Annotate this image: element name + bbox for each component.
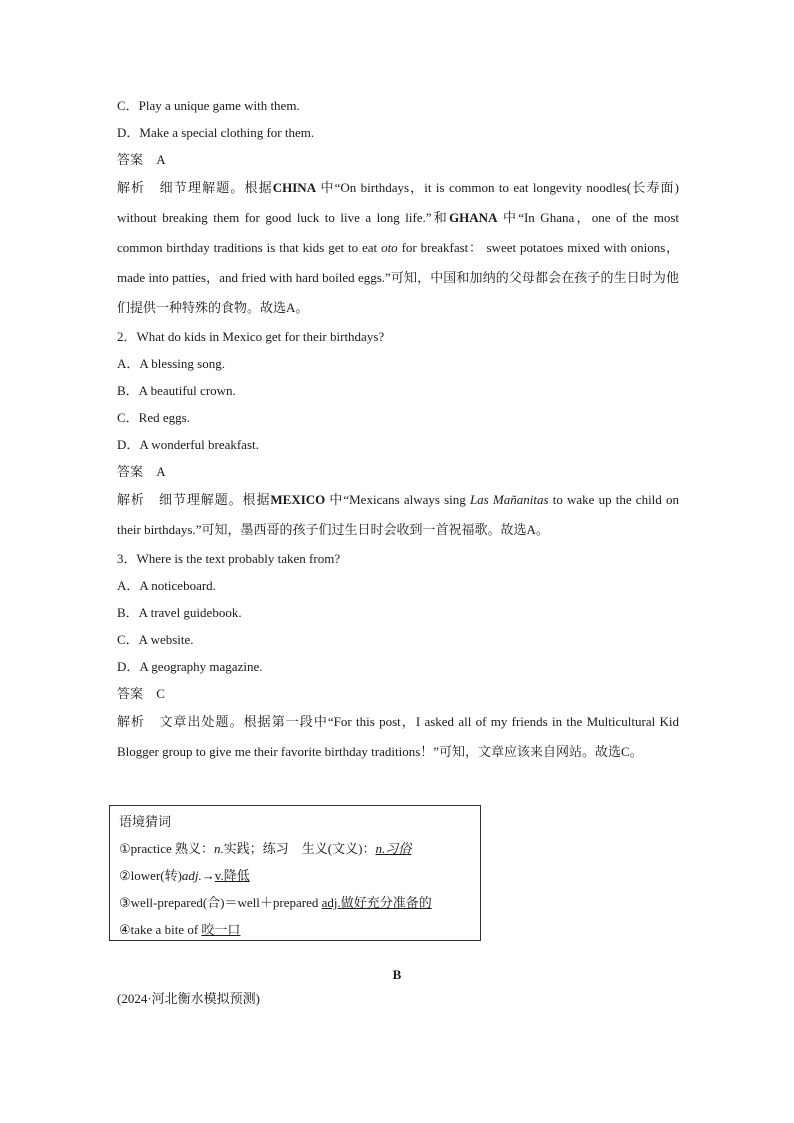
q3-option-a: A．A noticeboard. <box>117 578 216 593</box>
q2-question: 2．What do kids in Mexico get for their birthdays? <box>117 329 385 344</box>
q3-question: 3．Where is the text probably taken from? <box>117 551 341 566</box>
section-heading: B <box>392 967 402 982</box>
q3-explanation: 解析 文章出处题。根据第一段中“For this post，I asked all of my friends in the Multicultural Kid Blogger group to give me their favorite birthday traditions！”可知，文章应该来自网站。故选C。 <box>117 714 679 759</box>
q3-option-d: D．A geography magazine. <box>117 659 263 674</box>
q2-option-c: C．Red eggs. <box>117 410 190 425</box>
explanation-label: 解析 <box>117 492 145 507</box>
explanation-label: 解析 <box>117 180 146 195</box>
vocab-item-1: ①practice 熟义：n.实践；练习 生义(文义)：n.习俗 <box>119 841 412 856</box>
vocab-title: 语境猜词 <box>119 814 172 829</box>
answer-value: C <box>156 686 165 701</box>
vocab-item-3: ③well-prepared(合)＝well＋prepared adj.做好充分准备的 <box>119 895 432 910</box>
explanation-label: 解析 <box>117 714 146 729</box>
q1-explanation: 解析 细节理解题。根据CHINA 中“On birthdays，it is common to eat longevity noodles(长寿面) without breaking them for good luck to live a long life.”和GHANA 中“In Ghana，one of the most common birthday traditions is that kids get to eat oto for breakfast： sweet potatoes mixed with onions，made into patties，and fried with hard boiled eggs.”可知，中国和加纳的父母都会在孩子的生日时为他们提供一种特殊的食物。故选A。 <box>117 180 679 315</box>
q3-option-c: C．A website. <box>117 632 194 647</box>
answer-value: A <box>156 152 166 167</box>
vocab-item-4: ④take a bite of 咬一口 <box>119 922 241 937</box>
vocab-box <box>109 805 481 941</box>
source-note: (2024·河北衡水模拟预测) <box>117 991 260 1006</box>
q2-answer <box>117 458 679 485</box>
answer-label: 答案 <box>117 152 144 167</box>
q1-answer <box>117 146 679 173</box>
q2-option-d: D．A wonderful breakfast. <box>117 437 259 452</box>
answer-label: 答案 <box>117 464 144 479</box>
q1-option-d: D．Make a special clothing for them. <box>117 125 315 140</box>
vocab-item-2: ②lower(转)adj.→v.降低 <box>119 868 250 883</box>
answer-value: A <box>156 464 166 479</box>
q3-option-b: B．A travel guidebook. <box>117 605 242 620</box>
q2-explanation: 解析 细节理解题。根据MEXICO 中“Mexicans always sing Las Mañanitas to wake up the child on their birthdays.”可知，墨西哥的孩子们过生日时会收到一首祝福歌。故选A。 <box>117 492 679 537</box>
answer-label: 答案 <box>117 686 144 701</box>
q2-option-a: A．A blessing song. <box>117 356 225 371</box>
q1-option-c: C．Play a unique game with them. <box>117 98 300 113</box>
question-content <box>117 92 679 767</box>
q3-answer <box>117 680 679 707</box>
q2-option-b: B．A beautiful crown. <box>117 383 236 398</box>
